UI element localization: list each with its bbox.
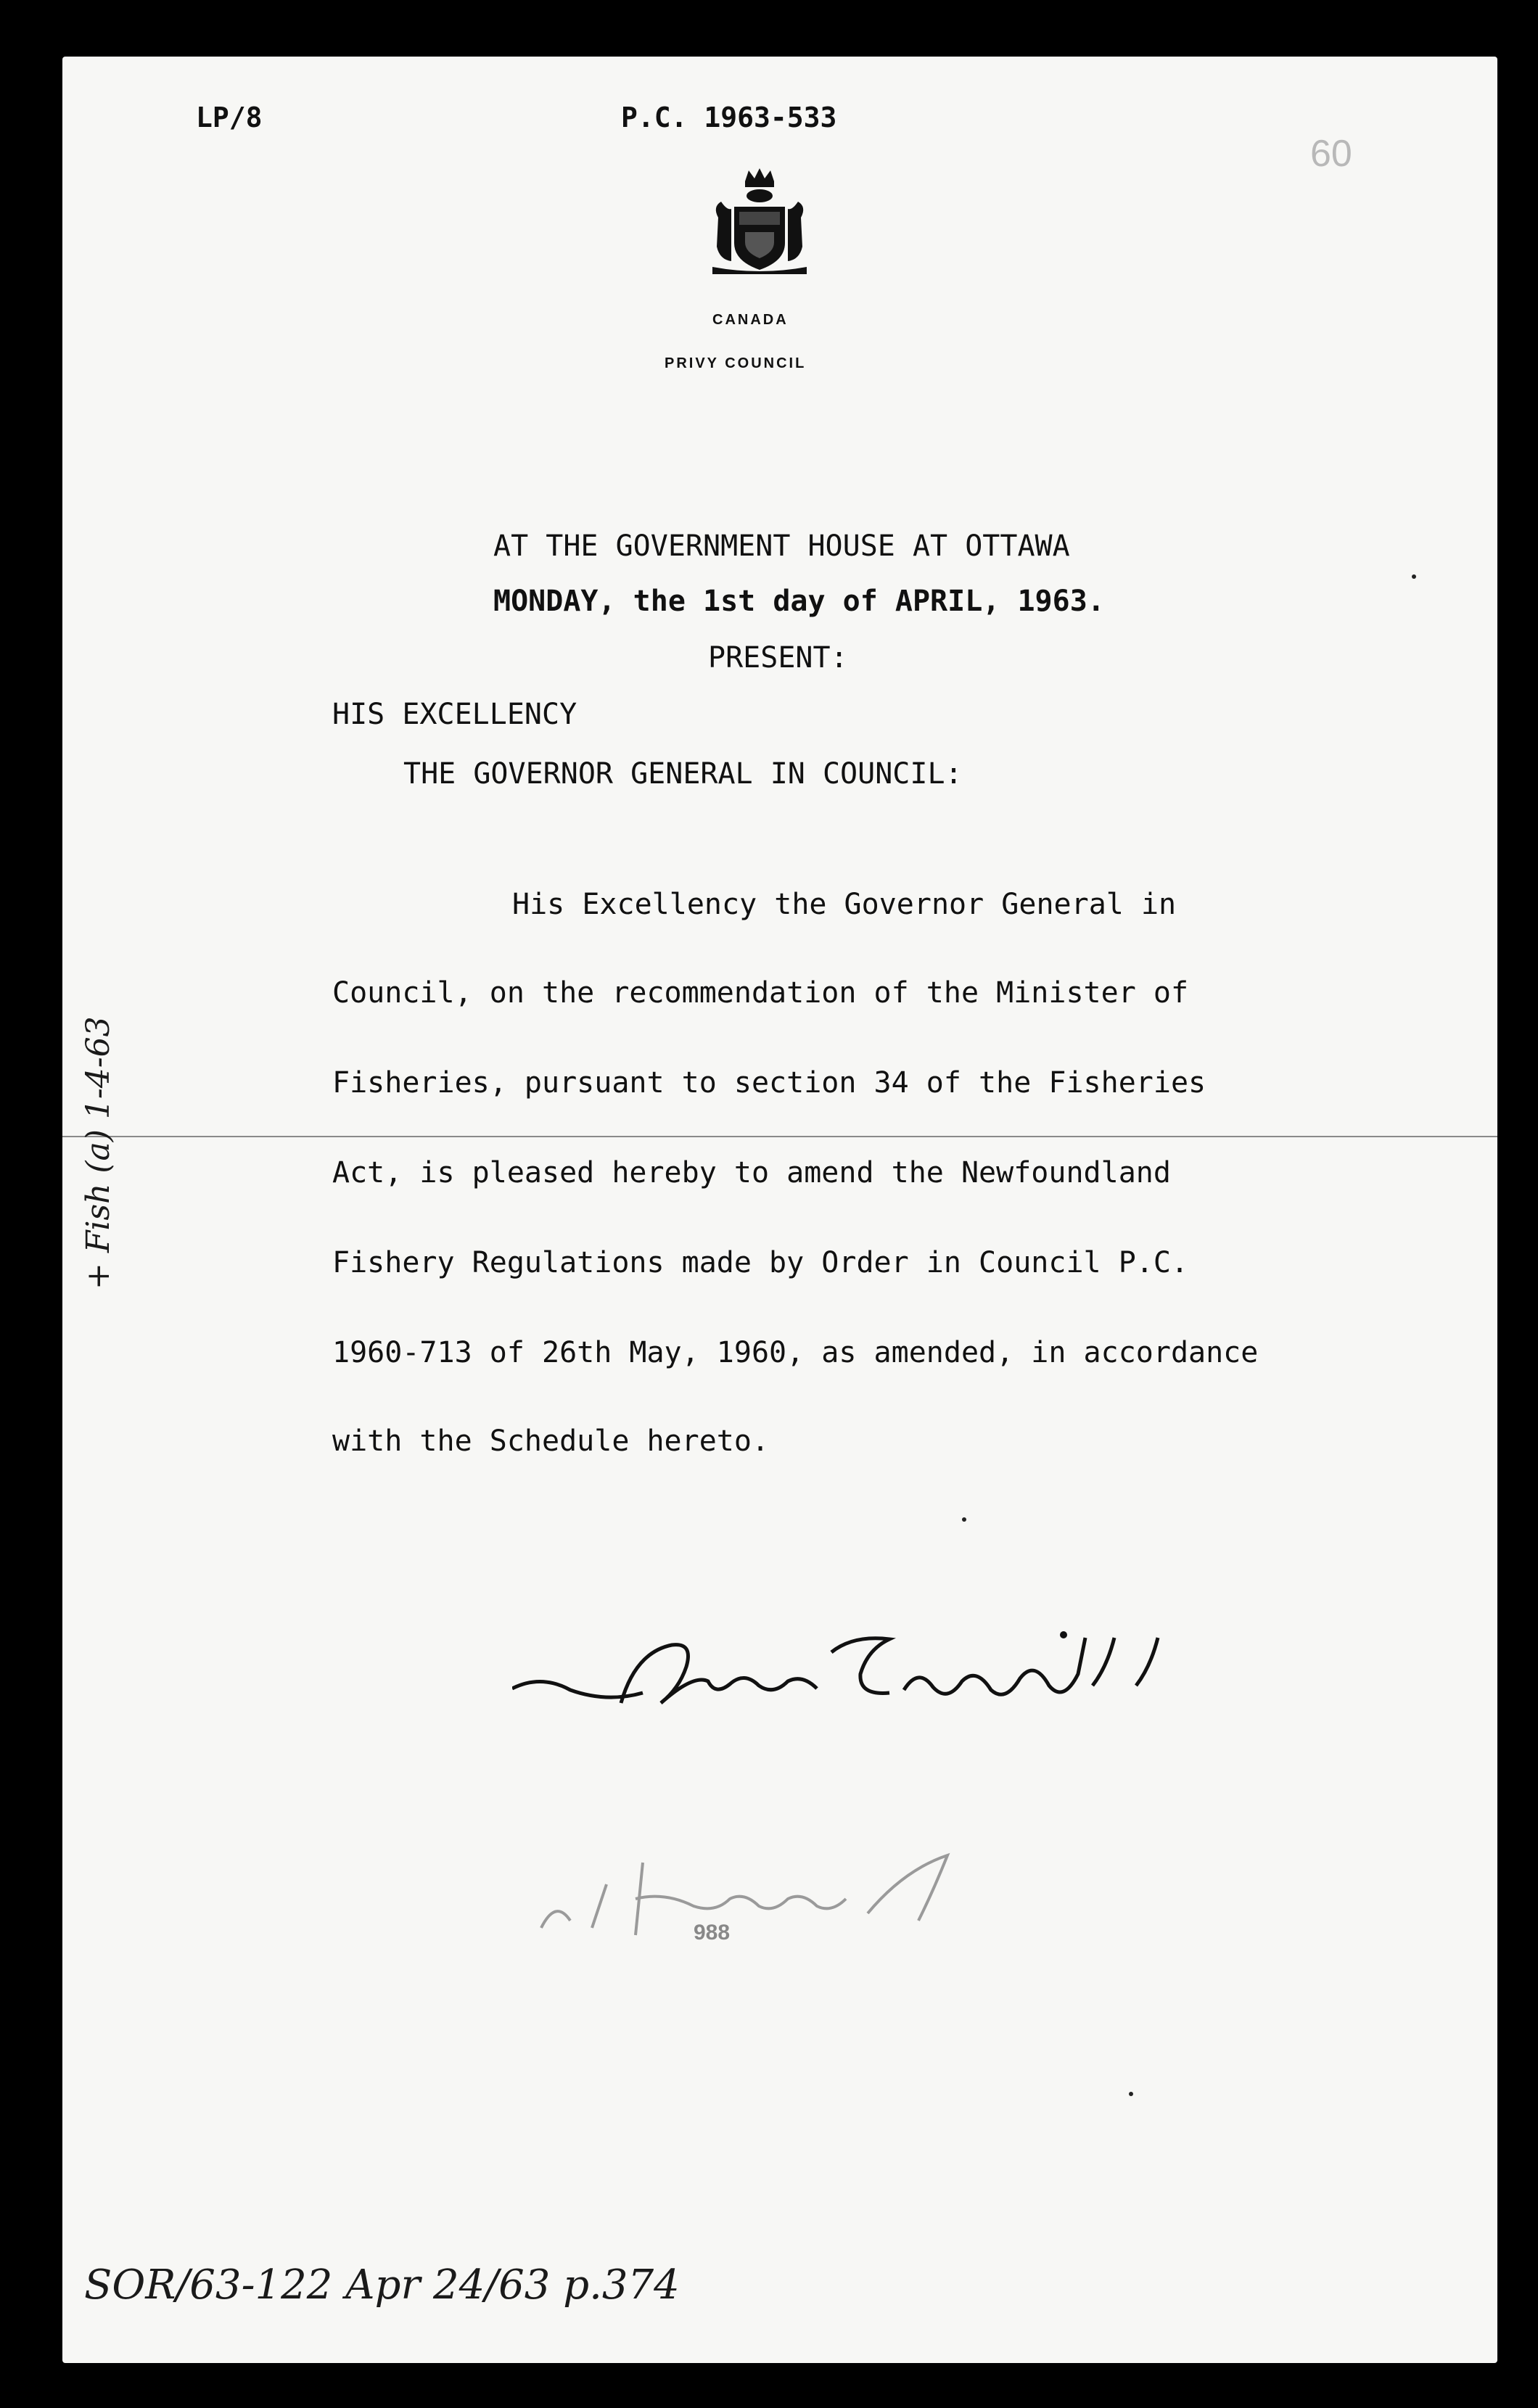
body-line: with the Schedule hereto. — [332, 1424, 770, 1458]
registry-stamp: 988 — [694, 1921, 731, 1945]
fold-line — [62, 1136, 1497, 1137]
signature-secondary — [527, 1841, 1035, 1953]
document-page — [62, 57, 1497, 2363]
letterhead-office: PRIVY COUNCIL — [665, 355, 807, 371]
body-line: Act, is pleased hereby to amend the Newfoundland — [332, 1156, 1171, 1189]
body-line: 1960-713 of 26th May, 1960, as amended, in accordance — [332, 1336, 1259, 1369]
body-line: Council, on the recommendation of the Minister of — [332, 976, 1189, 1010]
body-line: Fisheries, pursuant to section 34 of the Fisheries — [332, 1066, 1206, 1100]
addressee-line-1: HIS EXCELLENCY — [332, 698, 577, 731]
body-line: Fishery Regulations made by Order in Council P.C. — [332, 1246, 1189, 1279]
file-reference: LP/8 — [196, 102, 263, 133]
footer-annotation: SOR/63-122 Apr 24/63 p.374 — [84, 2261, 680, 2309]
signature-primary — [512, 1623, 1281, 1735]
meeting-date: MONDAY, the 1st day of APRIL, 1963. — [493, 585, 1105, 618]
speck — [1412, 574, 1416, 579]
speck — [962, 1517, 966, 1522]
page-number: 60 — [1310, 133, 1352, 175]
letterhead-country: CANADA — [712, 312, 789, 328]
speck — [1129, 2092, 1133, 2096]
present-heading: PRESENT: — [708, 641, 848, 675]
order-number: P.C. 1963-533 — [621, 102, 837, 133]
body-line: His Excellency the Governor General in — [512, 888, 1177, 921]
margin-annotation: + Fish (a) 1-4-63 — [80, 1016, 117, 1290]
addressee-line-2: THE GOVERNOR GENERAL IN COUNCIL: — [403, 757, 963, 791]
meeting-place: AT THE GOVERNMENT HOUSE AT OTTAWA — [493, 529, 1070, 563]
